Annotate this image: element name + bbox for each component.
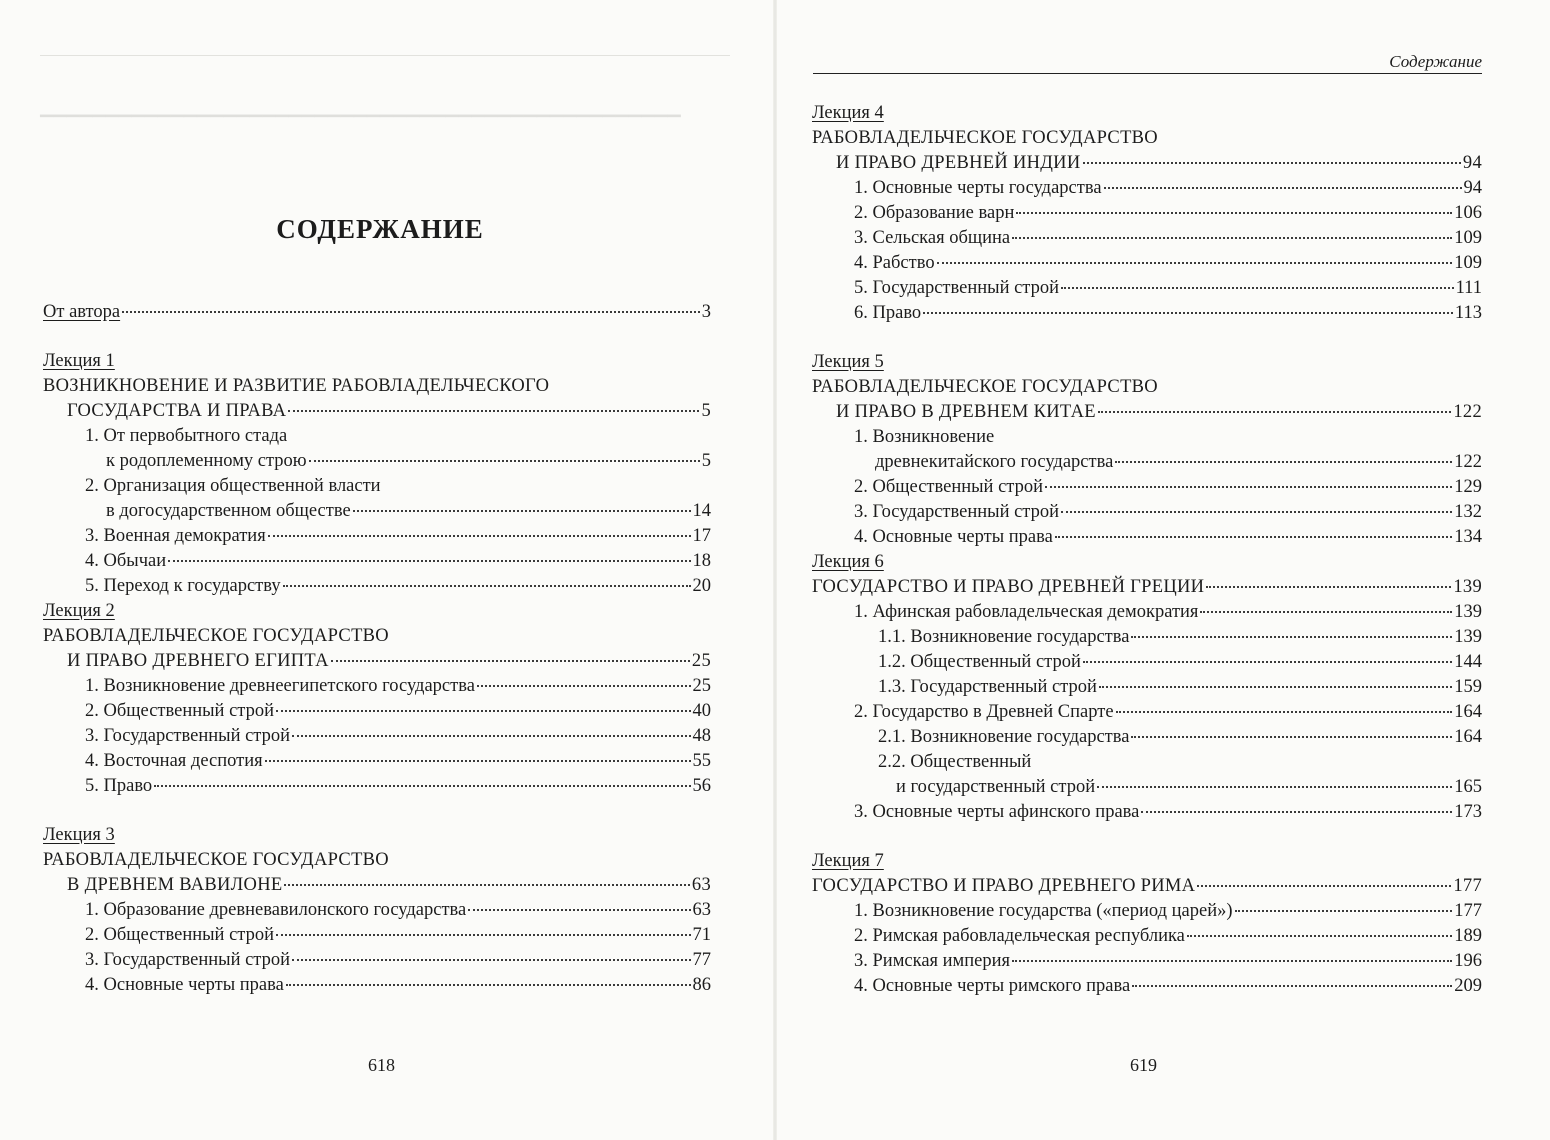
toc-entry[interactable]: 2. Общественный строй 40 [85, 701, 711, 721]
lecture-heading: Лекция 5 [812, 352, 884, 372]
leader-dots [353, 510, 691, 512]
toc-entry[interactable]: 2. Общественный строй 129 [854, 477, 1482, 497]
leader-dots [1235, 910, 1453, 912]
leader-dots [1116, 711, 1453, 713]
toc-entry-lecture[interactable]: ГОСУДАРСТВА И ПРАВА 5 [67, 401, 711, 421]
page-number-left: 618 [368, 1055, 395, 1075]
toc-entry[interactable]: 4. Основные черты права 86 [85, 975, 711, 995]
leader-dots [1206, 586, 1451, 588]
toc-entry[interactable]: 2. Государство в Древней Спарте 164 [854, 702, 1482, 722]
lecture-title: РАБОВЛАДЕЛЬЧЕСКОЕ ГОСУДАРСТВО [43, 626, 389, 646]
toc-entry[interactable]: 3. Военная демократия 17 [85, 526, 711, 546]
toc-entry[interactable]: 4. Обычаи 18 [85, 551, 711, 571]
toc-entry[interactable]: к родоплеменному строю 5 [106, 451, 711, 471]
leader-dots [937, 262, 1453, 264]
leader-dots [1115, 461, 1452, 463]
leader-dots [122, 311, 700, 313]
toc-entry[interactable]: 3. Государственный строй 132 [854, 502, 1482, 522]
toc-entry[interactable]: 1.2. Общественный строй 144 [878, 652, 1482, 672]
leader-dots [1083, 661, 1452, 663]
lecture-heading: Лекция 1 [43, 351, 115, 371]
toc-entry[interactable]: 2.1. Возникновение государства 164 [878, 727, 1482, 747]
toc-entry-line: 1. Возникновение [854, 427, 995, 447]
toc-entry[interactable]: 3. Сельская община 109 [854, 228, 1482, 248]
leader-dots [1099, 686, 1452, 688]
leader-dots [468, 909, 690, 911]
toc-entry-lecture[interactable]: ГОСУДАРСТВО И ПРАВО ДРЕВНЕЙ ГРЕЦИИ 139 [812, 577, 1482, 597]
lecture-title: РАБОВЛАДЕЛЬЧЕСКОЕ ГОСУДАРСТВО [812, 377, 1158, 397]
show-through-rule [40, 55, 730, 70]
toc-entry[interactable]: 1. Афинская рабовладельческая демократия 139 [854, 602, 1482, 622]
toc-entry[interactable]: 4. Восточная деспотия 55 [85, 751, 711, 771]
leader-dots [168, 560, 690, 562]
toc-entry[interactable]: 3. Основные черты афинского права 173 [854, 802, 1482, 822]
leader-dots [309, 460, 700, 462]
toc-entry[interactable]: 5. Переход к государству 20 [85, 576, 711, 596]
leader-dots [1083, 162, 1461, 164]
page-title: СОДЕРЖАНИЕ [276, 214, 484, 244]
leader-dots [331, 660, 690, 662]
leader-dots [1200, 611, 1452, 613]
leader-dots [154, 785, 690, 787]
toc-entry[interactable]: 5. Право 56 [85, 776, 711, 796]
leader-dots [1012, 237, 1452, 239]
toc-right [812, 101, 1482, 999]
leader-dots [477, 685, 691, 687]
toc-entry-lecture[interactable]: В ДРЕВНЕМ ВАВИЛОНЕ 63 [67, 875, 711, 895]
toc-entry-lecture[interactable]: И ПРАВО ДРЕВНЕЙ ИНДИИ 94 [836, 153, 1482, 173]
page-number-right: 619 [1130, 1055, 1157, 1075]
lecture-heading: Лекция 2 [43, 601, 115, 621]
toc-entry[interactable]: в догосударственном обществе 14 [106, 501, 711, 521]
toc-entry[interactable]: 6. Право 113 [854, 303, 1482, 323]
lecture-heading: Лекция 7 [812, 851, 884, 871]
leader-dots [923, 312, 1453, 314]
leader-dots [1012, 960, 1452, 962]
leader-dots [276, 710, 690, 712]
leader-dots [276, 934, 690, 936]
leader-dots [1098, 411, 1452, 413]
lecture-title: РАБОВЛАДЕЛЬЧЕСКОЕ ГОСУДАРСТВО [812, 128, 1158, 148]
leader-dots [265, 760, 691, 762]
header-rule [813, 73, 1482, 74]
toc-entry-lecture[interactable]: ГОСУДАРСТВО И ПРАВО ДРЕВНЕГО РИМА 177 [812, 876, 1482, 896]
toc-entry[interactable]: 3. Государственный строй 48 [85, 726, 711, 746]
toc-entry[interactable]: 1. Возникновение государства («период царей») 177 [854, 901, 1482, 921]
toc-entry[interactable]: 1. Основные черты государства 94 [854, 178, 1482, 198]
toc-left [43, 300, 711, 998]
toc-entry[interactable]: 1.1. Возникновение государства 139 [878, 627, 1482, 647]
leader-dots [292, 959, 690, 961]
leader-dots [1061, 511, 1452, 513]
toc-entry-line: 2.2. Общественный [878, 752, 1032, 772]
leader-dots [1104, 187, 1462, 189]
leader-dots [288, 410, 699, 412]
lecture-title: ВОЗНИКНОВЕНИЕ И РАЗВИТИЕ РАБОВЛАДЕЛЬЧЕСКОГО [43, 376, 550, 396]
leader-dots [283, 585, 691, 587]
show-through-text: ▁▁▁▁▁▁▁▁▁▁▁▁▁▁▁▁▁▁▁▁▁▁▁▁▁▁▁▁▁▁▁▁▁▁▁▁▁▁▁▁▁▁▁▁▁▁▁▁▁ [40, 98, 681, 117]
toc-entry[interactable]: 1.3. Государственный строй 159 [878, 677, 1482, 697]
toc-entry[interactable]: 1. Возникновение древнеегипетского государства 25 [85, 676, 711, 696]
toc-entry[interactable]: 4. Основные черты права 134 [854, 527, 1482, 547]
toc-entry[interactable]: и государственный строй 165 [896, 777, 1482, 797]
leader-dots [1131, 636, 1452, 638]
leader-dots [1097, 786, 1452, 788]
toc-entry[interactable]: 2. Общественный строй 71 [85, 925, 711, 945]
right-page [775, 0, 1550, 1140]
toc-entry[interactable]: 2. Римская рабовладельческая республика 189 [854, 926, 1482, 946]
lecture-heading: Лекция 3 [43, 825, 115, 845]
toc-entry[interactable]: древнекитайского государства 122 [875, 452, 1482, 472]
toc-entry-lecture[interactable]: И ПРАВО ДРЕВНЕГО ЕГИПТА 25 [67, 651, 711, 671]
leader-dots [286, 984, 691, 986]
leader-dots [1131, 736, 1452, 738]
leader-dots [284, 884, 689, 886]
leader-dots [1141, 811, 1452, 813]
lecture-title: РАБОВЛАДЕЛЬЧЕСКОЕ ГОСУДАРСТВО [43, 850, 389, 870]
toc-entry[interactable]: 4. Рабство 109 [854, 253, 1482, 273]
leader-dots [1045, 486, 1452, 488]
toc-entry[interactable]: 1. Образование древневавилонского государства 63 [85, 900, 711, 920]
toc-entry-lecture[interactable]: И ПРАВО В ДРЕВНЕМ КИТАЕ 122 [836, 402, 1482, 422]
leader-dots [1055, 536, 1452, 538]
running-head: Содержание [1389, 52, 1482, 71]
toc-entry[interactable]: 4. Основные черты римского права 209 [854, 976, 1482, 996]
toc-entry-line: 1. От первобытного стада [85, 426, 288, 446]
leader-dots [292, 735, 690, 737]
author-label: От автора [43, 302, 121, 322]
toc-entry[interactable]: 2. Образование варн 106 [854, 203, 1482, 223]
leader-dots [268, 535, 691, 537]
toc-entry-author[interactable] [43, 300, 711, 325]
page-number: 3 [701, 302, 711, 322]
toc-entry[interactable]: 5. Государственный строй 111 [854, 278, 1482, 298]
leader-dots [1132, 985, 1452, 987]
leader-dots [1016, 212, 1452, 214]
leader-dots [1197, 885, 1451, 887]
toc-entry-line: 2. Организация общественной власти [85, 476, 381, 496]
leader-dots [1061, 287, 1454, 289]
toc-entry[interactable]: 3. Римская империя 196 [854, 951, 1482, 971]
lecture-heading: Лекция 6 [812, 552, 884, 572]
toc-entry[interactable]: 3. Государственный строй 77 [85, 950, 711, 970]
leader-dots [1187, 935, 1452, 937]
lecture-heading: Лекция 4 [812, 103, 884, 123]
